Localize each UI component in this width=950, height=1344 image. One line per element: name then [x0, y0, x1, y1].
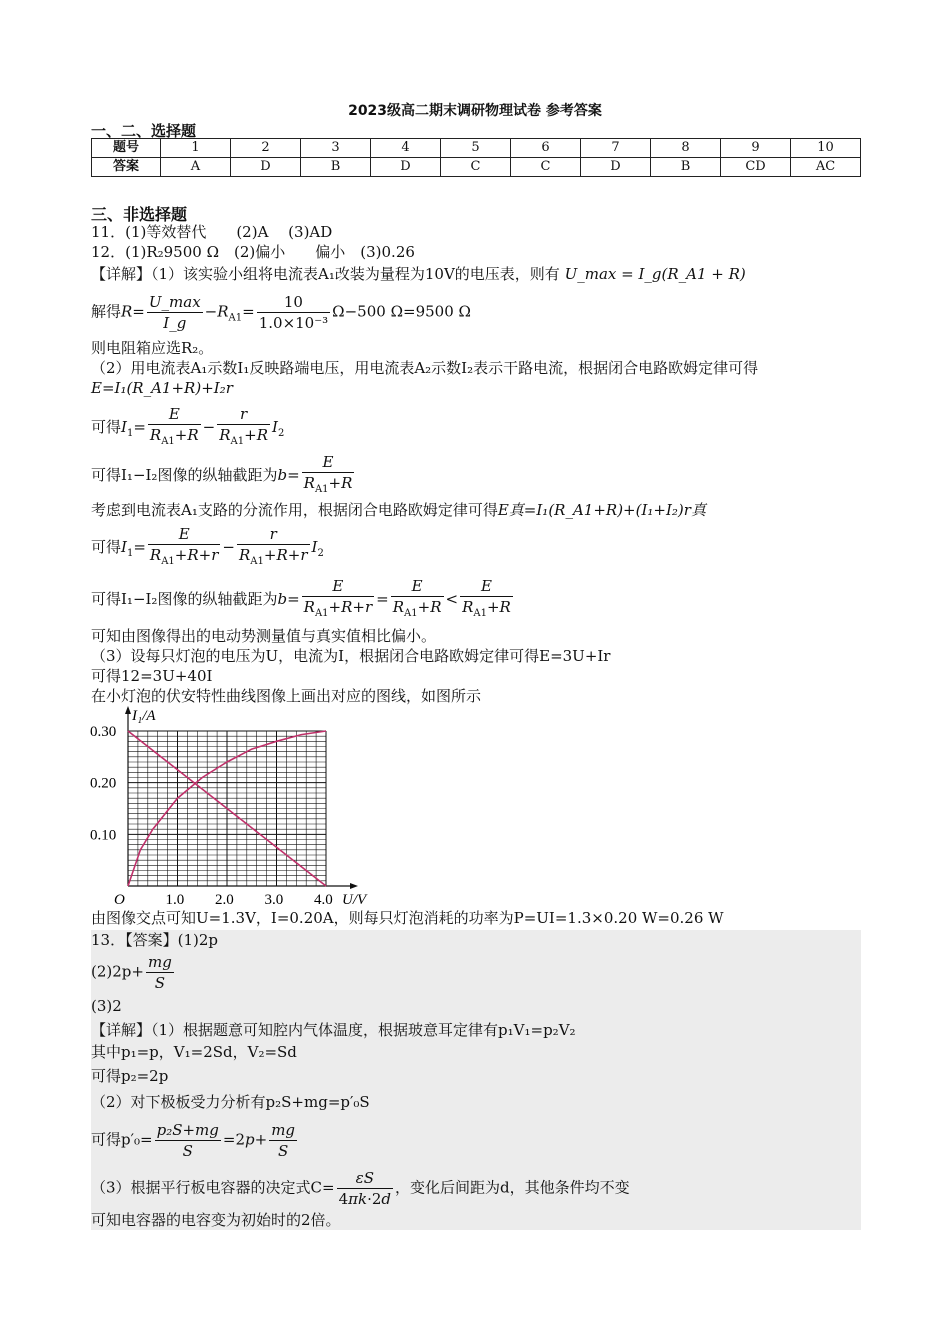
q12-detail-14: 在小灯泡的伏安特性曲线图像上画出对应的图线，如图所示: [91, 687, 482, 705]
table-row: [92, 158, 861, 177]
numerator: 10: [283, 293, 303, 311]
x-tick-label: 4.0: [314, 892, 333, 906]
y-axis-arrow: [125, 706, 131, 714]
detail-text: 可得: [91, 538, 122, 556]
table-cell: D: [231, 158, 301, 177]
q13-detail-6: [91, 1168, 630, 1209]
fraction: $\frac{\text{p₂S+mg}}{S}$: [156, 1121, 219, 1160]
table-cell: 4: [371, 139, 441, 158]
row-label-number: 题号: [92, 139, 161, 158]
fraction: $\frac{mg}{S}$: [147, 953, 172, 992]
table-cell: 7: [581, 139, 651, 158]
table-cell: B: [301, 158, 371, 177]
y-axis-label: I₁/A: [132, 708, 156, 724]
detail-text: 可得I₁−I₂图像的纵轴截距为: [91, 590, 278, 608]
detail-text: （3）根据平行板电容器的决定式C=: [91, 1178, 335, 1197]
q13-detail-1: 【详解】（1）根据题意可知腔内气体温度，根据玻意耳定律有p₁V₁=p₂V₂: [91, 1021, 576, 1039]
q13-answer-2: [91, 952, 176, 993]
table-cell: C: [511, 158, 581, 177]
q12-detail-11: 可知由图像得出的电动势测量值与真实值相比偏小。: [91, 627, 437, 645]
q12-detail-3: 则电阻箱应选R₂。: [91, 339, 214, 357]
table-cell: 8: [651, 139, 721, 158]
answer-table: [91, 138, 861, 177]
fraction: $\frac{E}{R_{A1}+R}$: [460, 576, 513, 624]
fraction: $\frac{E}{R_{A1}+R+r}$: [302, 576, 375, 624]
denominator: I_g: [147, 312, 203, 333]
fraction: [147, 292, 203, 333]
section-heading-choice: 一、二、选择题: [91, 122, 197, 140]
q13-detail-5: 可得p′₀= $\frac{\text{p₂S+mg}}{S}$ =2p+ $\frac{mg}{S}$: [91, 1121, 296, 1160]
q13-detail-7: 可知电容器的电容变为初始时的2倍。: [91, 1211, 341, 1229]
q12-answer: 12．(1)R₂9500 Ω (2)偏小 偏小 (3)0.26: [91, 243, 415, 261]
x-tick-label: 2.0: [215, 892, 234, 906]
fraction: $\frac{r}{R_{A1}+R}$: [217, 404, 270, 452]
x-axis-arrow: [350, 883, 358, 889]
table-cell: 1: [161, 139, 231, 158]
detail-text: 解得: [91, 302, 122, 321]
detail-text: 可得: [91, 418, 122, 436]
table-cell: A: [161, 158, 231, 177]
q12-detail-2: 解得R= $\frac{U\_\max}{I\_g}$ $-R_{A1}=$ $\frac{10}{\text{1.0×10⁻³}}$ Ω−500 Ω=9500 Ω: [91, 293, 471, 332]
y-tick-label: 0.30: [90, 724, 117, 740]
q12-detail-9: 可得$I_1=$ $\frac{E}{R_{A1}+R+r}$ − $\frac{r}{R_{A1}+R+r}$ $I_2$: [91, 524, 324, 572]
q12-detail-8: [91, 500, 706, 520]
formula: E真=I₁(R_A1+R)+(I₁+I₂)r真: [497, 501, 706, 519]
table-row: [92, 139, 861, 158]
numerator: U_max: [148, 293, 201, 311]
detail-text: ，变化后间距为d，其他条件均不变: [395, 1178, 630, 1197]
table-cell: C: [441, 158, 511, 177]
y-tick-label: 0.10: [90, 827, 117, 844]
page-title: 2023级高二期末调研物理试卷 参考答案: [348, 103, 602, 119]
fraction: $\frac{E}{R_{A1}+R}$: [148, 404, 201, 452]
fraction: $\frac{mg}{S}$: [271, 1121, 296, 1160]
q12-detail-6: 可得$I_1=$ $\frac{E}{R_{A1}+R}$ − $\frac{r}{R_{A1}+R}$ $I_2$: [91, 404, 284, 452]
table-cell: 2: [231, 139, 301, 158]
q12-detail-4: （2）用电流表A₁示数I₁反映路端电压，用电流表A₂示数I₂表示干路电流，根据闭合电路欧姆定律可得: [91, 359, 759, 377]
q13-answer-3: (3)2: [91, 997, 122, 1015]
q12-detail-13: 可得12=3U+40I: [91, 667, 213, 685]
q12-detail-7: 可得I₁−I₂图像的纵轴截距为b= $\frac{E}{R_{A1}+R}$: [91, 452, 356, 500]
detail-text: 【详解】（1）该实验小组将电流表A₁改装为量程为10V的电压表，则有: [91, 265, 560, 283]
q12-detail-12: （3）设每只灯泡的电压为U，电流为I，根据闭合电路欧姆定律可得E=3U+Ir: [91, 647, 611, 665]
table-cell: D: [581, 158, 651, 177]
fraction: $\frac{r}{R_{A1}+R+r}$: [237, 524, 310, 572]
detail-text: 考虑到电流表A₁支路的分流作用，根据闭合电路欧姆定律可得: [91, 501, 498, 519]
q13-detail-4: （2）对下极板受力分析有p₂S+mg=p′₀S: [91, 1093, 370, 1111]
x-tick-label: 3.0: [264, 892, 284, 906]
detail-text: 可得p′₀=: [91, 1130, 153, 1149]
q13-answer-1: 13．【答案】(1)2p: [91, 931, 218, 949]
row-label-answer: 答案: [92, 158, 161, 177]
y-tick-label: 0.20: [90, 775, 117, 792]
table-cell: 6: [511, 139, 581, 158]
table-cell: CD: [721, 158, 791, 177]
q12-detail-15: 由图像交点可知U=1.3V，I=0.20A，则每只灯泡消耗的功率为P=UI=1.3×0.20 W=0.26 W: [91, 909, 724, 927]
q12-detail-5: E=I₁(R_A1+R)+I₂r: [91, 379, 233, 397]
denominator: 1.0×10⁻³: [258, 314, 329, 332]
table-cell: B: [651, 158, 721, 177]
fraction: $\frac{E}{R_{A1}+R}$: [302, 452, 355, 500]
table-cell: 10: [791, 139, 861, 158]
q12-detail-1: [91, 264, 746, 284]
fraction: $\frac{\varepsilon S}{4\pi k\cdot 2d}$: [338, 1169, 392, 1208]
detail-text: Ω−500 Ω=9500 Ω: [332, 302, 471, 321]
q13-detail-3: 可得p₂=2p: [91, 1067, 169, 1085]
fraction: $\frac{E}{R_{A1}+R}$: [391, 576, 444, 624]
detail-text: (2)2p+: [91, 962, 144, 981]
detail-text: 可得I₁−I₂图像的纵轴截距为: [91, 466, 278, 484]
fraction: $\frac{E}{R_{A1}+R+r}$: [148, 524, 221, 572]
iv-curve-chart: [84, 700, 384, 906]
q13-detail-2: 其中p₁=p，V₁=2Sd，V₂=Sd: [91, 1043, 297, 1061]
x-axis-label: U/V: [342, 892, 367, 906]
q12-detail-10: 可得I₁−I₂图像的纵轴截距为b= $\frac{E}{R_{A1}+R+r}$ = $\frac{E}{R_{A1}+R}$ < $\frac{E}{R_{A1}+R}$: [91, 576, 515, 624]
table-cell: AC: [791, 158, 861, 177]
table-cell: 3: [301, 139, 371, 158]
formula: U_max = I_g(R_A1 + R): [564, 265, 746, 283]
fraction: [257, 292, 330, 333]
section-heading-nonchoice: 三、非选择题: [91, 205, 188, 224]
q11-answer: 11．(1)等效替代 (2)A (3)AD: [91, 223, 333, 241]
table-cell: 5: [441, 139, 511, 158]
table-cell: 9: [721, 139, 791, 158]
origin-label: O: [114, 892, 125, 906]
x-tick-label: 1.0: [165, 892, 185, 906]
table-cell: D: [371, 158, 441, 177]
